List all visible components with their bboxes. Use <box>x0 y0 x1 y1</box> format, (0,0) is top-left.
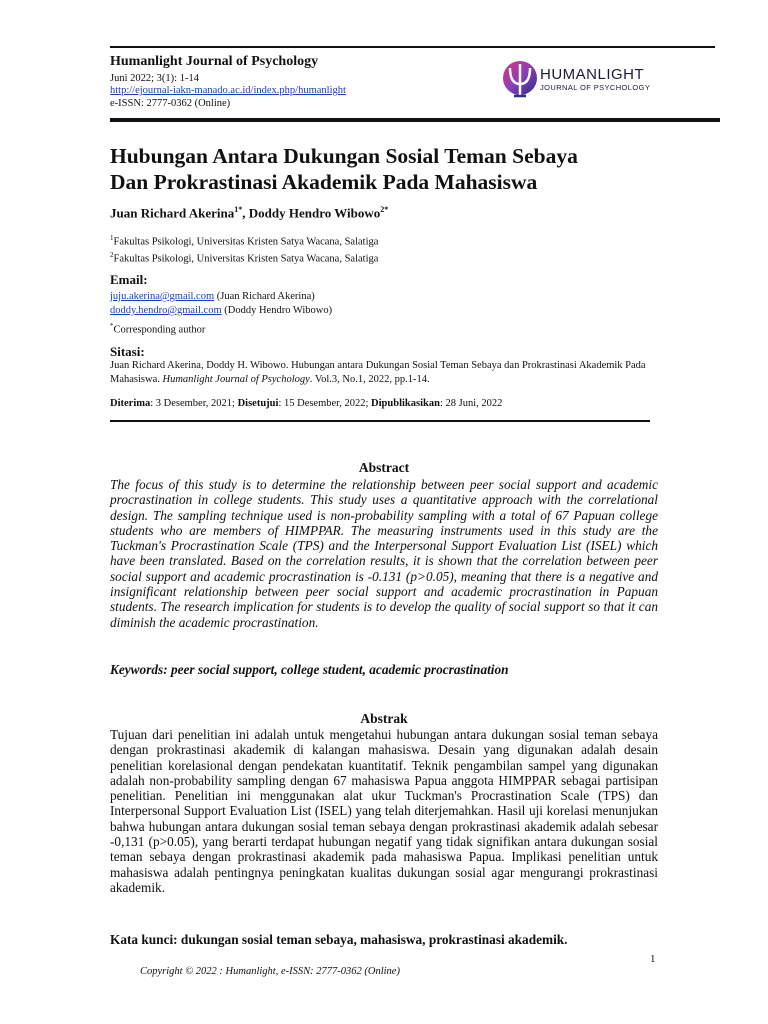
copyright-footer: Copyright © 2022 : Humanlight, e-ISSN: 2777-0362 (Online) <box>140 966 400 977</box>
logo-subtitle: JOURNAL OF PSYCHOLOGY <box>540 83 651 92</box>
article-title <box>110 143 670 195</box>
affiliation-1 <box>110 234 378 248</box>
citation-part: Juan Richard Akerina, Doddy H. Wibowo. Hubungan antara Dukungan Sosial Teman Sebaya dan Prokrastinasi Akademik Pada Mahasiswa. <box>110 360 646 385</box>
approved-date: : 15 Desember, 2022; <box>278 398 372 409</box>
affiliation-text: Fakultas Psikologi, Universitas Kristen Satya Wacana, Salatiga <box>113 236 379 248</box>
page-number: 1 <box>650 953 656 965</box>
received-label: Diterima <box>110 398 151 409</box>
title-line-1: Hubungan Antara Dukungan Sosial Teman Sebaya <box>110 144 578 168</box>
psi-icon <box>500 56 540 106</box>
email-line-2 <box>110 304 332 318</box>
header-bottom-rule <box>110 118 720 122</box>
citation-heading: Sitasi: <box>110 344 145 359</box>
affiliation-text: Fakultas Psikologi, Universitas Kristen Satya Wacana, Salatiga <box>113 253 379 265</box>
issue-info: Juni 2022; 3(1): 1-14 <box>110 73 199 84</box>
journal-logo <box>500 56 670 106</box>
corresponding-text: Corresponding author <box>113 324 206 336</box>
abstract-heading: Abstract <box>358 460 410 475</box>
citation-journal: Humanlight Journal of Psychology <box>162 374 310 385</box>
issn-info: e-ISSN: 2777-0362 (Online) <box>110 98 231 109</box>
author-mark: 1* <box>234 205 243 214</box>
header-top-rule <box>110 46 715 48</box>
author-mark: 2* <box>380 205 389 214</box>
citation-part: . Vol.3, No.1, 2022, pp.1-14. <box>309 374 430 385</box>
corresponding-mark: * <box>110 322 114 330</box>
logo-title: HUMANLIGHT <box>540 66 645 83</box>
email-owner: (Juan Richard Akerina) <box>214 291 315 302</box>
publication-dates <box>110 397 502 411</box>
published-label: Dipublikasikan <box>371 398 440 409</box>
author-name: Juan Richard Akerina <box>110 205 235 221</box>
title-line-2: Dan Prokrastinasi Akademik Pada Mahasiswa <box>110 170 538 194</box>
citation-text <box>110 359 650 387</box>
author-name: Doddy Hendro Wibowo <box>248 205 381 221</box>
abstrak-keywords: Kata kunci: dukungan sosial teman sebaya, mahasiswa, prokrastinasi akademik. <box>110 932 568 947</box>
journal-url-link[interactable]: http://ejournal-iakn-manado.ac.id/index.php/humanlight <box>110 85 346 96</box>
received-date: : 3 Desember, 2021; <box>150 398 238 409</box>
email-owner: (Doddy Hendro Wibowo) <box>221 305 333 316</box>
journal-name: Humanlight Journal of Psychology <box>110 54 319 69</box>
abstrak-heading: Abstrak <box>360 711 408 726</box>
author-list <box>110 205 388 221</box>
affiliation-mark: 2 <box>110 251 114 259</box>
author-separator: , <box>242 205 249 221</box>
affiliation-2 <box>110 251 378 265</box>
email-heading: Email: <box>110 272 148 287</box>
email-link[interactable]: doddy.hendro@gmail.com <box>110 305 222 316</box>
email-link[interactable]: juju.akerina@gmail.com <box>110 291 215 302</box>
corresponding-note <box>110 319 205 338</box>
affiliation-mark: 1 <box>110 234 114 242</box>
info-bottom-rule <box>110 420 650 422</box>
published-date: : 28 Juni, 2022 <box>439 398 503 409</box>
abstract-body: The focus of this study is to determine the relationship between peer social support and academic procrastination in college students. This study uses a quantitative approach with the correlational design. The sampling technique used is non-probability sampling with a total of 67 Papuan college students who are members of HIMPPAR. The measuring instruments used in this study are the Tuckman's Procrastination Scale (TPS) and the Interpersonal Support Evaluation List (ISEL) which have been translated. Based on the correlation results, it is shown that the correlation between peer social support and academic procrastination is -0.131 (p>0.05), meaning that there is a negative and insignificant relationship between peer social support and academic procrastination in Papuan students. The research implication for students is to develop the quality of social support so that it can diminish the academic procrastination. <box>110 477 658 630</box>
approved-label: Disetujui <box>237 398 279 409</box>
abstrak-body: Tujuan dari penelitian ini adalah untuk mengetahui hubungan antara dukungan sosial teman sebaya dengan prokrastinasi akademik di kalangan mahasiswa. Desain yang digunakan adalah desain penelitian korelasional dengan pendekatan kuantitatif. Teknik pengambilan sampel yang digunakan adalah non-probability sampling dengan 67 mahasiswa Papua anggota HIMPPAR sebagai partisipan penelitian. Penelitian ini menggunakan alat ukur Tuckman's Procrastination Scale (TPS) dan Interpersonal Support Evaluation List (ISEL) yang telah diterjemahkan. Hasil uji korelasi menunjukan bahwa hubungan antara dukungan sosial teman sebaya dengan prokrastinasi akademik adalah sebesar -0,131 (p>0.05), yang berarti terdapat hubungan negatif yang tidak signifikan antara dukungan sosial teman sebaya dengan prokrastinasi akademik pada mahasiswa Papua. Implikasi penelitian untuk mahasiswa adalah pentingnya peningkatan kualitas dukungan sosial agar mengurangi prokrastinasi akademik. <box>110 727 658 895</box>
abstract-keywords: Keywords: peer social support, college student, academic procrastination <box>110 662 509 677</box>
email-line-1 <box>110 290 315 304</box>
